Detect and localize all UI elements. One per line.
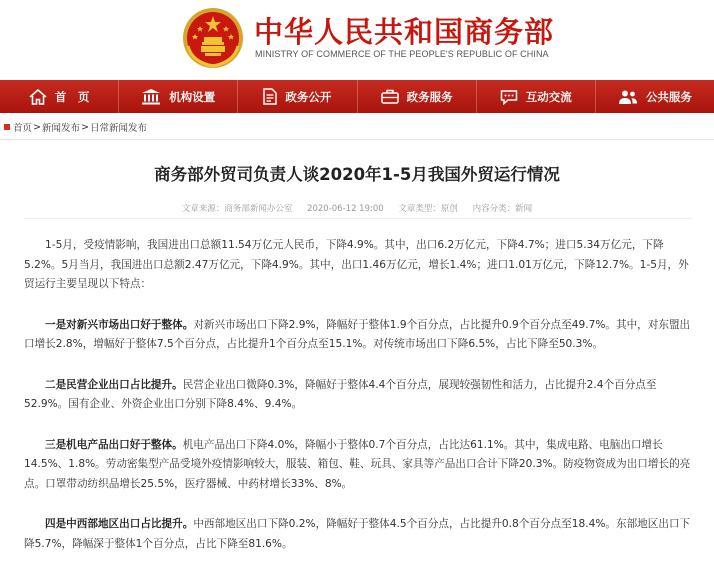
site-header: [0, 0, 714, 80]
nav-item-organization[interactable]: [119, 80, 237, 113]
paragraph-lead: 一是对新兴市场出口好于整体。: [45, 318, 194, 331]
breadcrumb-news-link[interactable]: 新闻发布: [41, 123, 80, 134]
nav-item-label: 政务服务: [406, 89, 453, 104]
breadcrumb-separator: >: [33, 121, 41, 133]
people-icon: [618, 89, 638, 105]
nav-item-label: 互动交流: [525, 89, 572, 104]
paragraph-text: 民营企业出口微降0.3%，降幅好于整体4.4个百分点，展现较强韧性和活力，占比提升2.4个百分点至52.9%。国有企业、外资企业出口分别下降8.4%、9.4%。: [24, 378, 657, 410]
breadcrumb-separator: >: [81, 121, 89, 133]
article-paragraph: [24, 316, 694, 355]
article-body: [24, 236, 694, 575]
article-meta: [0, 202, 714, 214]
article-paragraph: [24, 376, 694, 415]
nav-item-label: 首 页: [54, 89, 90, 104]
nav-item-government-services[interactable]: [358, 80, 476, 113]
article-type: 文章类型：原创: [398, 204, 458, 214]
breadcrumb-home-link[interactable]: 首页: [13, 123, 33, 134]
briefcase-icon: [381, 89, 399, 104]
nav-item-label: 机构设置: [169, 89, 216, 104]
paragraph-text: 对新兴市场出口下降2.9%，降幅好于整体1.9个百分点，占比提升0.9个百分点至49.7%。其中，对东盟出口增长2.8%，增幅好于整体7.5个百分点，占比提升1个百分点至15.1%。对传统市场出口下降6.5%，占比下降至50.3%。: [24, 318, 691, 350]
breadcrumb-divider: [0, 139, 714, 140]
nav-item-label: 公共服务: [645, 89, 692, 104]
building-icon: [141, 88, 161, 105]
breadcrumb-marker-icon: [4, 124, 10, 130]
paragraph-text: 1-5月，受疫情影响，我国进出口总额11.54万亿元人民币，下降4.9%。其中，出口6.2万亿元，下降4.7%；进口5.34万亿元，下降5.2%。5月当月，我国进出口总额2.47万亿元，下降4.9%。其中，出口1.46万亿元，增长1.4%；进口1.01万亿元，下降12.7%。1-5月，外贸运行主要呈现以下特点：: [24, 239, 689, 290]
nav-item-government-affairs[interactable]: [238, 80, 356, 113]
national-emblem-icon[interactable]: [180, 6, 246, 70]
nav-item-public-services[interactable]: [596, 80, 714, 113]
paragraph-lead: 四是中西部地区出口占比提升。: [45, 518, 194, 530]
article-paragraph: [24, 236, 694, 295]
nav-item-home[interactable]: [0, 80, 118, 113]
meta-divider: [24, 218, 692, 219]
paragraph-lead: 二是民营企业出口占比提升。: [45, 378, 183, 391]
site-subtitle-english: MINISTRY OF COMMERCE OF THE PEOPLE'S REPUBLIC OF CHINA: [255, 49, 549, 59]
paragraph-text: 中西部地区出口下降0.2%，降幅好于整体4.5个百分点，占比提升0.8个百分点至18.4%。东部地区出口下降5.7%，降幅深于整体1个百分点，占比下降至81.6%。: [24, 518, 691, 550]
article-title: 商务部外贸司负责人谈2020年1-5月我国外贸运行情况: [154, 165, 560, 184]
site-title: 中华人民共和国商务部: [254, 15, 555, 49]
article-paragraph: [24, 436, 694, 495]
paragraph-lead: 三是机电产品出口好于整体。: [45, 438, 183, 451]
breadcrumb: [4, 119, 147, 135]
breadcrumb-daily-news-link[interactable]: 日常新闻发布: [89, 123, 147, 134]
document-icon: [263, 88, 277, 105]
main-navigation: [0, 80, 714, 113]
home-icon: [29, 89, 47, 105]
article-source: 文章来源：商务部新闻办公室: [181, 204, 293, 214]
paragraph-text: 机电产品出口下降4.0%，降幅小于整体0.7个百分点，占比达61.1%。其中，集成电路、电脑出口增长14.5%、1.8%。劳动密集型产品受境外疫情影响较大，服装、箱包、鞋、玩具、家具等产品出口合计下降20.3%。防疫物资成为出口增长的亮点。口罩带动纺织品增长25.5%，医疗器械、中药材增长33%、8%。: [24, 438, 691, 490]
article-paragraph: [24, 515, 694, 554]
chat-icon: [500, 89, 518, 105]
nav-item-interaction[interactable]: [477, 80, 595, 113]
nav-item-label: 政务公开: [285, 89, 332, 104]
article-category: 内容分类：新闻: [472, 204, 533, 214]
article-date: 2020-06-12 19:00: [307, 204, 384, 214]
